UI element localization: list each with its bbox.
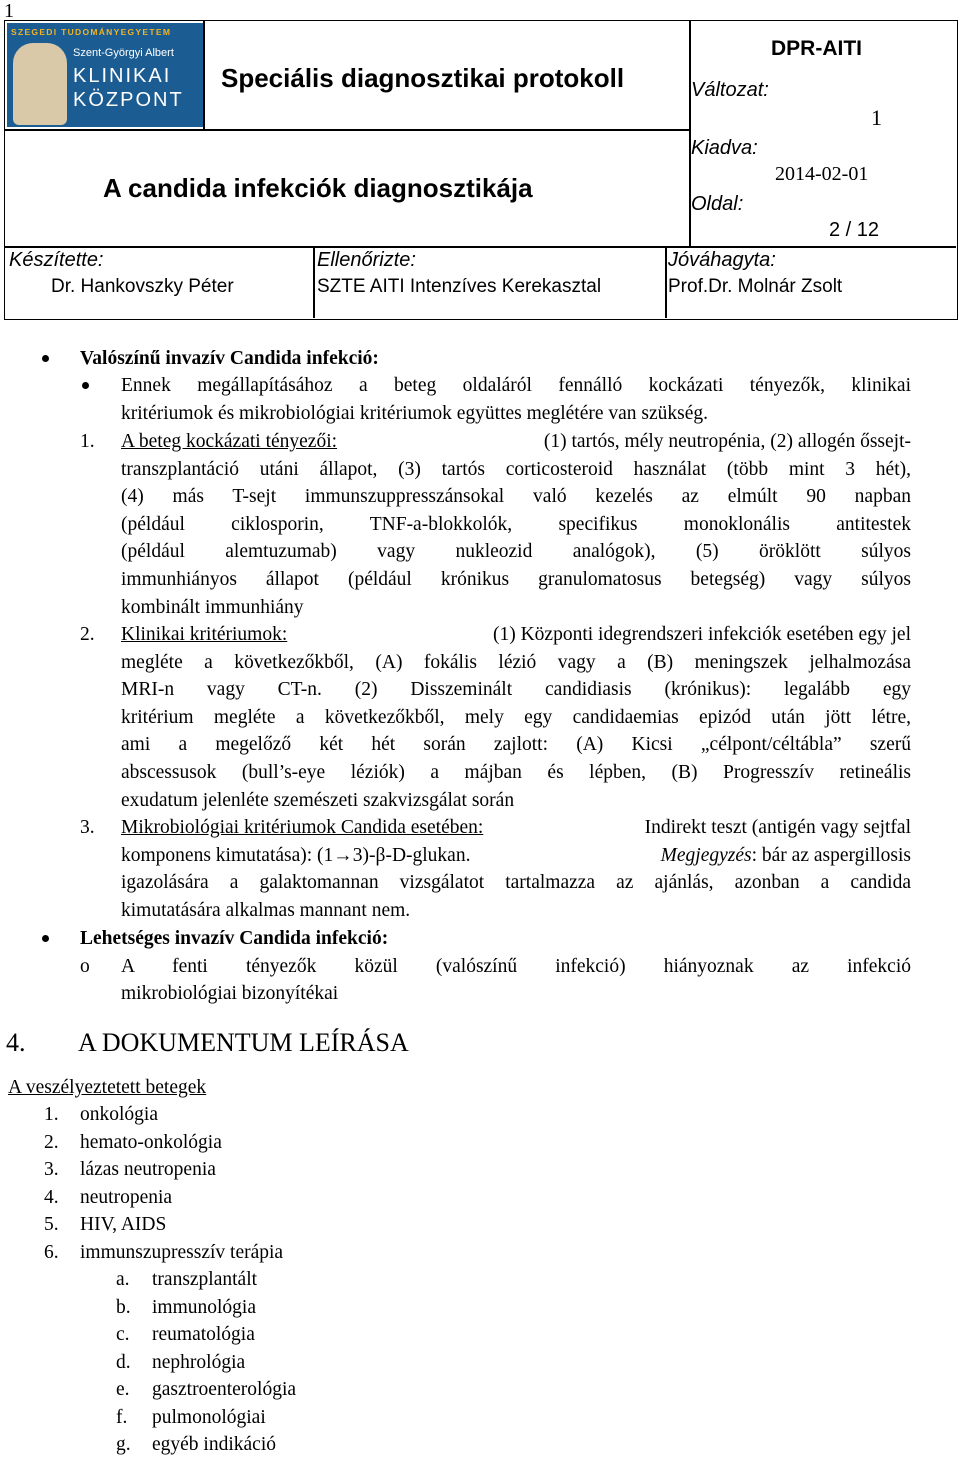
item3-note-text: : bár az aspergillosis [751,845,911,866]
probable-heading: Valószínű invazív Candida infekció: [80,348,379,369]
possible-marker: o [80,956,90,977]
list-number: 5. [44,1214,59,1235]
logo-line2: KÖZPONT [73,89,184,111]
list-number: 3. [44,1159,59,1180]
checked-label: Ellenőrizte: [317,249,416,271]
sub-list-letter: b. [116,1297,131,1318]
list-item: hemato-onkológia [80,1132,222,1153]
list-number: 2. [44,1132,59,1153]
author-value: Dr. Hankovszky Péter [51,276,234,297]
page-value: 2 / 12 [829,219,880,241]
bullet-icon [42,355,49,362]
list-item: neutropenia [80,1187,173,1208]
list-item: immunszupresszív terápia [80,1242,284,1263]
doc-title: A candida infekciók diagnosztikája [103,173,533,203]
sub-list-item: egyéb indikáció [152,1434,276,1455]
list-item: lázas neutropenia [80,1159,216,1180]
item2-line7: exudatum jelenléte szemészeti szakvizsgálat során [121,790,515,811]
sub-list-letter: e. [116,1379,130,1400]
version-value: 1 [871,105,882,130]
item2-line6: abscessusok (bull’s-eye léziók) a májban és lépben, (B) Progresszív retineális [121,762,911,783]
item2-line3: MRI-n vagy CT-n. (2) Disszeminált candidiasis (krónikus): legalább egy [121,679,911,700]
approved-value: Prof.Dr. Molnár Zsolt [668,276,843,297]
item3-heading: Mikrobiológiai kritériumok Candida esetében: [121,817,484,838]
item1-text: (1) tartós, mély neutropénia, (2) allogén őssejt- [543,431,911,452]
item2-heading: Klinikai kritériumok: [121,624,288,645]
item1-line5: (például alemtuzumab) vagy nukleozid analógok), (5) öröklött súlyos [121,541,911,562]
item2-line1 [121,621,911,648]
logo-subtitle: Szent-Györgyi Albert [73,47,174,59]
bullet-icon [42,935,49,942]
page-label: Oldal: [691,193,744,215]
sub-list-item: reumatológia [152,1324,255,1345]
item3-note-label: Megjegyzés [660,845,752,866]
sub-list-letter: g. [116,1434,131,1455]
item1-heading: A beteg kockázati tényezői: [121,431,338,452]
sub-list-item: pulmonológiai [152,1407,266,1428]
item3-line3: igazolására a galaktomannan vizsgálatot tartalmazza az ajánlás, azonban a candida [121,872,911,893]
sub-list-letter: d. [116,1352,131,1373]
list-item: HIV, AIDS [80,1214,167,1235]
probable-intro-line1: Ennek megállapításához a beteg oldaláról fennálló kockázati tényezők, klinikai [121,375,911,396]
sub-list-letter: a. [116,1269,130,1290]
item2-line4: kritérium megléte a következőkből, mely egy candidaemias epizód után jött létre, [121,707,911,728]
list-number: 4. [44,1187,59,1208]
probable-intro-line2: kritériumok és mikrobiológiai kritériumok együttes meglétére van szükség. [121,403,709,424]
item1-line1 [121,428,911,455]
item3-line4: kimutatására alkalmas mannant nem. [121,900,411,921]
sub-list-letter: c. [116,1324,130,1345]
item3-number: 3. [80,817,95,838]
checked-value: SZTE AITI Intenzíves Kerekasztal [317,276,602,297]
item2-text: (1) Központi idegrendszeri infekciók esetében egy jel [492,624,911,645]
approved-label: Jóváhagyta: [668,249,776,271]
author-label: Készítette: [9,249,104,271]
risk-heading: A veszélyeztetett betegek [8,1077,207,1098]
item1-line4: (például ciklosporin, TNF-a-blokkolók, specifikus monoklonális antitestek [121,514,911,535]
item1-line2: transzplantáció utáni állapot, (3) tartós corticosteroid használat (több mint 3 hét), [121,459,911,480]
item1-number: 1. [80,431,95,452]
logo-line1: KLINIKAI [73,65,172,87]
hospital-logo [7,23,203,127]
item3-line2 [121,842,911,869]
bullet-icon [82,382,89,389]
item3-text: Indirekt teszt (antigén vagy sejtfal [644,817,911,838]
sub-list-item: gasztroenterológia [152,1379,297,1400]
doc-code: DPR-AITI [771,37,862,60]
document-header-table [4,20,958,320]
item3-line1 [121,814,911,841]
version-label: Változat: [691,79,769,101]
item2-line5: ami a megelőző két hét során zajlott: (A) Kicsi „célpont/céltábla” szerű [121,734,911,755]
portrait-image [13,43,67,125]
item1-line6: immunhiányos állapot (például krónikus granulomatosus betegség) vagy súlyos [121,569,911,590]
list-number: 1. [44,1104,59,1125]
section-number: 4. [6,1028,26,1057]
item1-line3: (4) más T-sejt immunszuppresszánsokal való kezelés az elmúlt 90 napban [121,486,911,507]
possible-line1: A fenti tényezők közül (valószínű infekció) hiányoznak az infekció [121,956,911,977]
item2-line2: megléte a következőkből, (A) fokális lézió vagy a (B) meningszek jelhalmozása [121,652,911,673]
sub-list-item: immunológia [152,1297,256,1318]
doc-type-title: Speciális diagnosztikai protokoll [221,63,625,93]
possible-heading: Lehetséges invazív Candida infekció: [80,928,389,949]
sub-list-item: transzplantált [152,1269,258,1290]
possible-line2: mikrobiológiai bizonyítékai [121,983,339,1004]
sub-list-letter: f. [116,1407,128,1428]
list-item: onkológia [80,1104,158,1125]
sub-list-item: nephrológia [152,1352,246,1373]
issued-value: 2014-02-01 [775,163,869,185]
list-number: 6. [44,1242,59,1263]
page-number: 1 [4,0,14,22]
item2-number: 2. [80,624,95,645]
item1-line7: kombinált immunhiány [121,597,304,618]
logo-university-text: SZEGEDI TUDOMÁNYEGYETEM [11,27,172,37]
item3-line2-text: komponens kimutatása): (1→3)-β-D-glukan. [121,845,471,866]
section-title: A DOKUMENTUM LEÍRÁSA [78,1028,409,1057]
issued-label: Kiadva: [691,137,758,159]
